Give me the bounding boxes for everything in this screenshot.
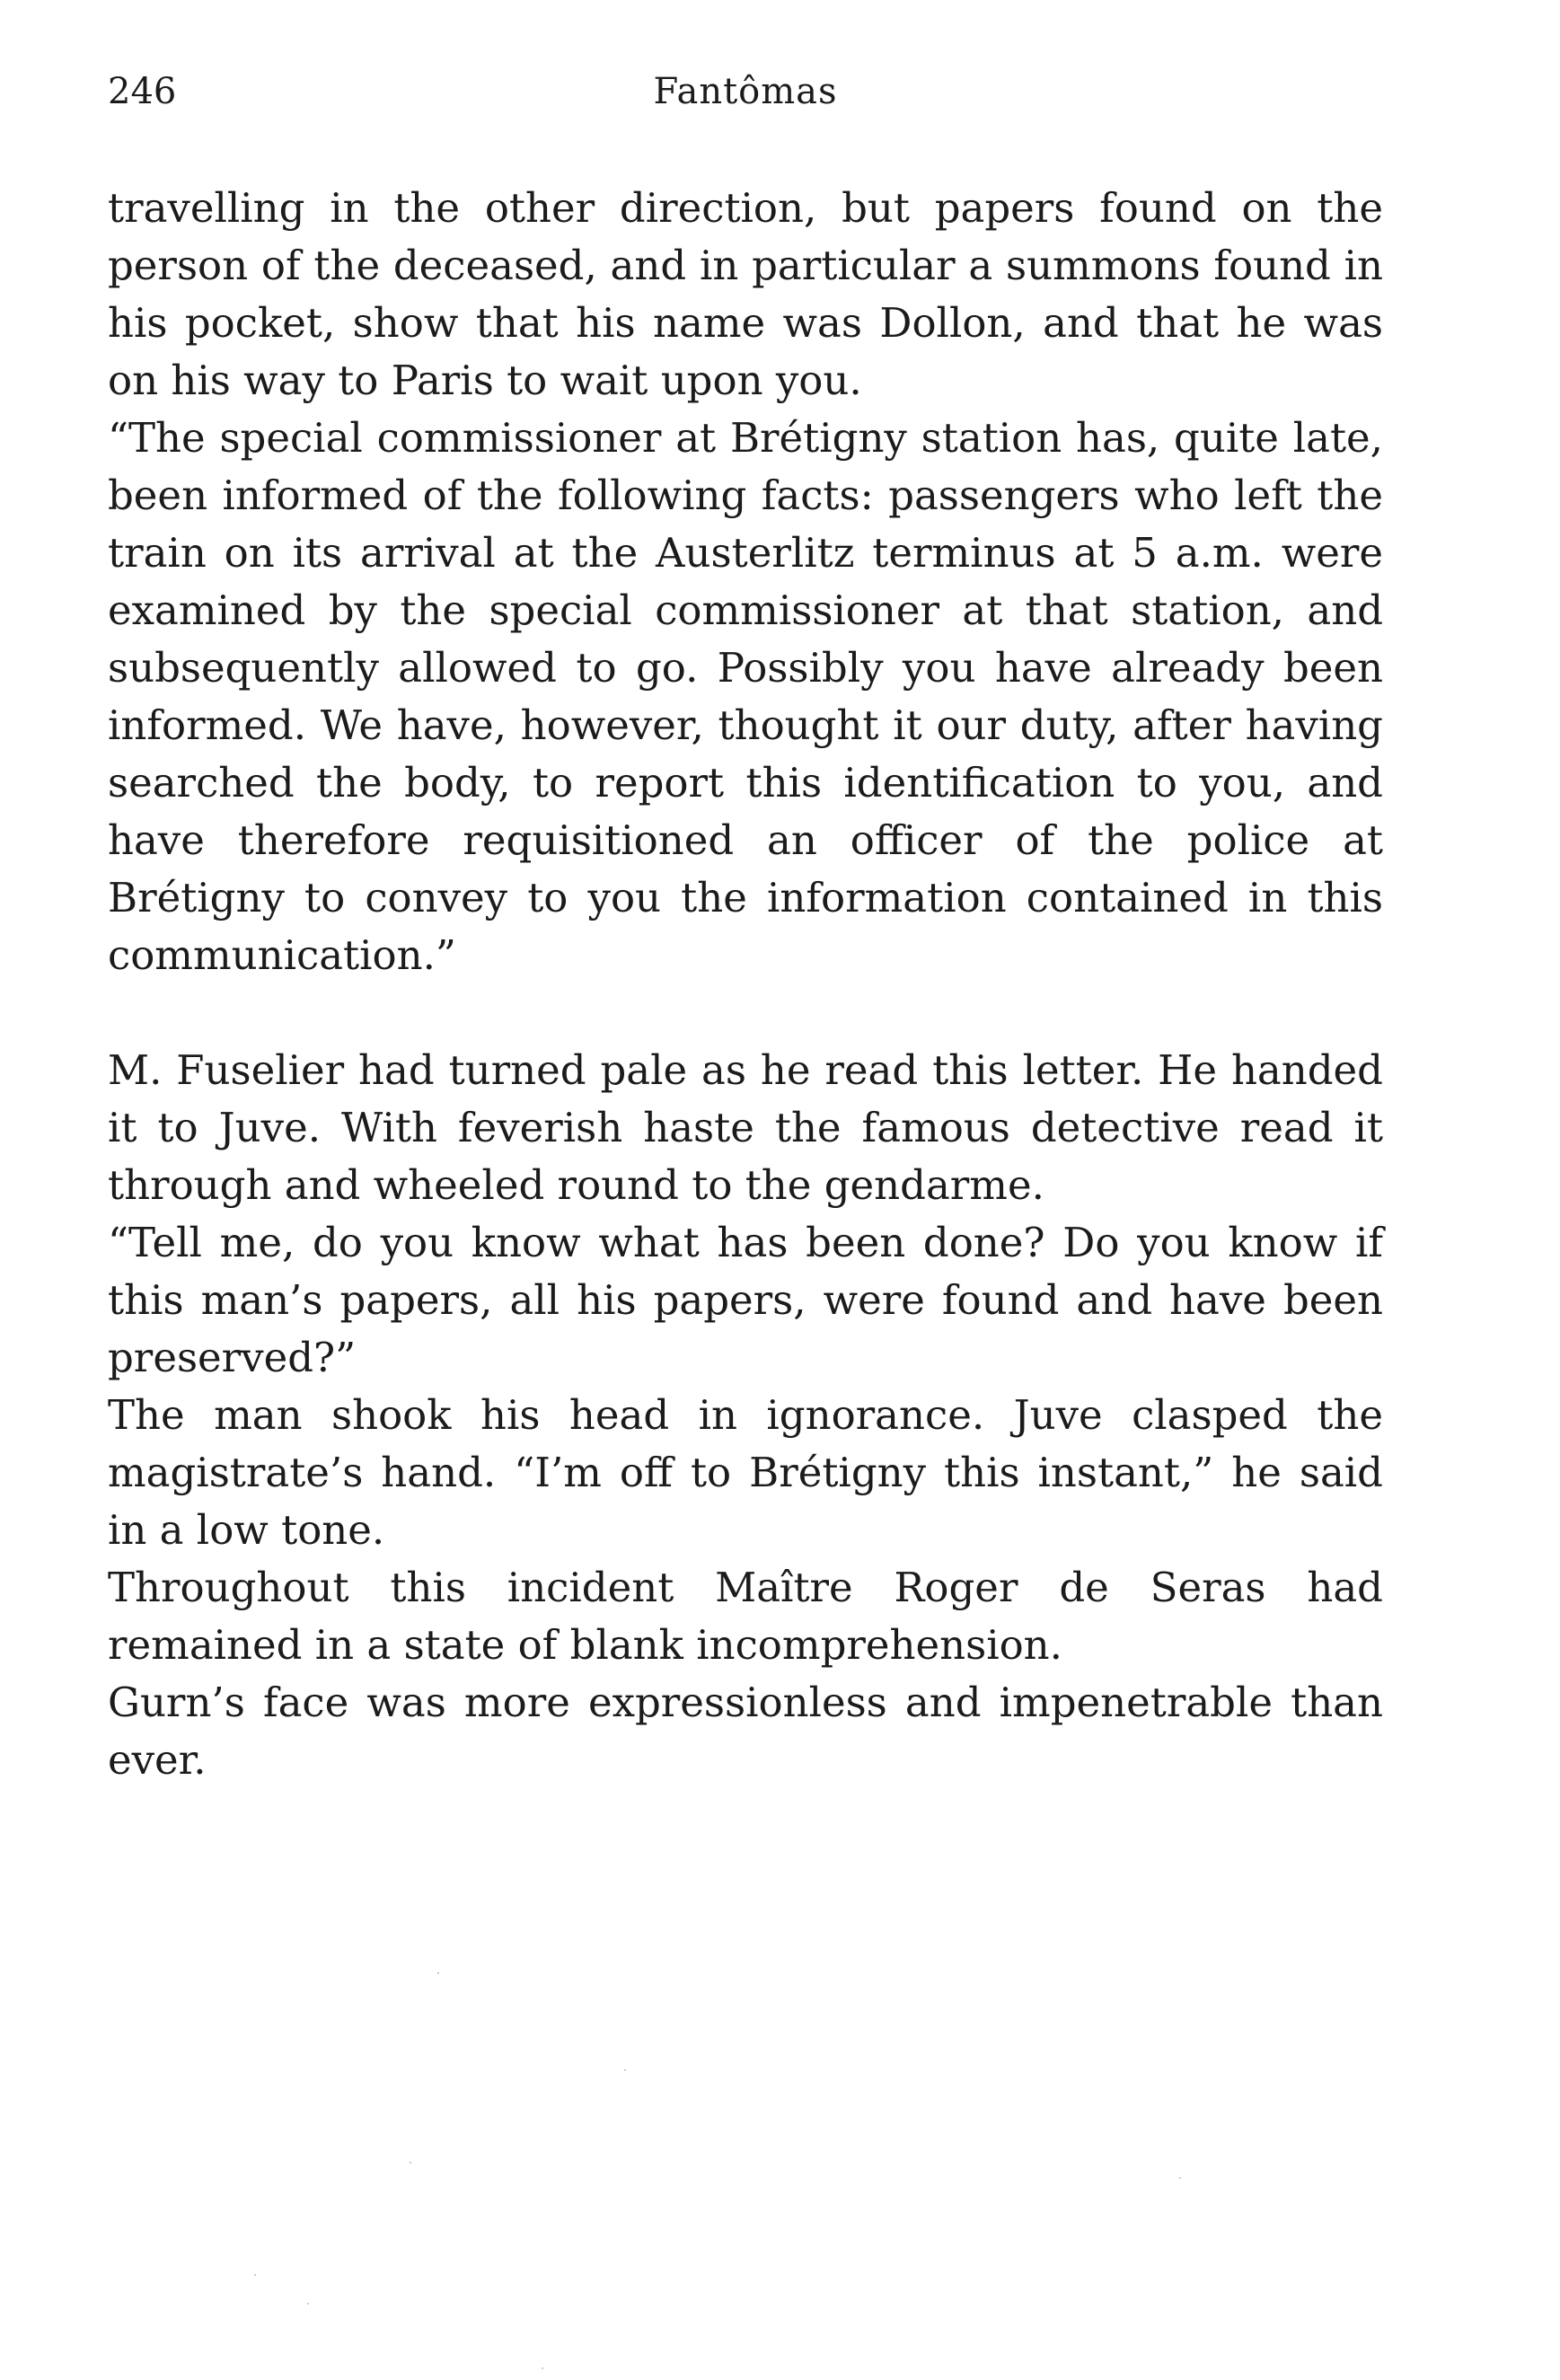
paper-speck xyxy=(307,2303,309,2305)
paragraph-fuselier: M. Fuselier had turned pale as he read this letter. He handed it to Juve. With feverish haste the famous detective read it through and wheeled round to the gendarme. xyxy=(108,1046,1383,1209)
paragraph-roger-de-seras: Throughout this incident Maître Roger de Seras had remained in a state of blank incomprehension. xyxy=(108,1564,1383,1669)
paper-speck xyxy=(1179,2177,1181,2179)
paragraph-letter-quote: “The special commissioner at Brétigny station has, quite late, been informed of the following facts: passengers who left the train on its arrival at the Austerlitz terminus at 5 a.m. were examined by the special commissioner at that station, and subsequently allowed to go. Possibly you have already been informed. We have, however, thought it our duty, after having searched the body, to report this identification to you, and have therefore requisitioned an officer of the police at Brétigny to convey to you the information contained in this communication.” xyxy=(108,414,1383,979)
paragraph-juve-question: “Tell me, do you know what has been done? Do you know if this man’s papers, all his papers, were found and have been preserved?” xyxy=(108,1219,1383,1381)
paragraph-continuation: travelling in the other direction, but papers found on the person of the deceased, and in particular a summons found in his pocket, show that his name was Dollon, and that he was on his way to Paris to wait upon you. xyxy=(108,184,1383,404)
section-break xyxy=(108,984,1383,1042)
running-head xyxy=(108,65,1383,119)
paragraph-gendarme-reply: The man shook his head in ignorance. Juve clasped the magistrate’s hand. “I’m off to Brétigny this instant,” he said in a low tone. xyxy=(108,1391,1383,1554)
paper-speck xyxy=(437,1972,439,1974)
running-title: Fantômas xyxy=(653,71,838,112)
page-number: 246 xyxy=(108,71,177,112)
paper-speck xyxy=(624,2069,626,2071)
paper-speck xyxy=(542,2367,543,2369)
paragraph-gurn: Gurn’s face was more expressionless and impenetrable than ever. xyxy=(108,1679,1383,1784)
paper-speck xyxy=(410,2162,411,2164)
body-text xyxy=(108,180,1383,1789)
paper-speck xyxy=(254,2274,256,2276)
